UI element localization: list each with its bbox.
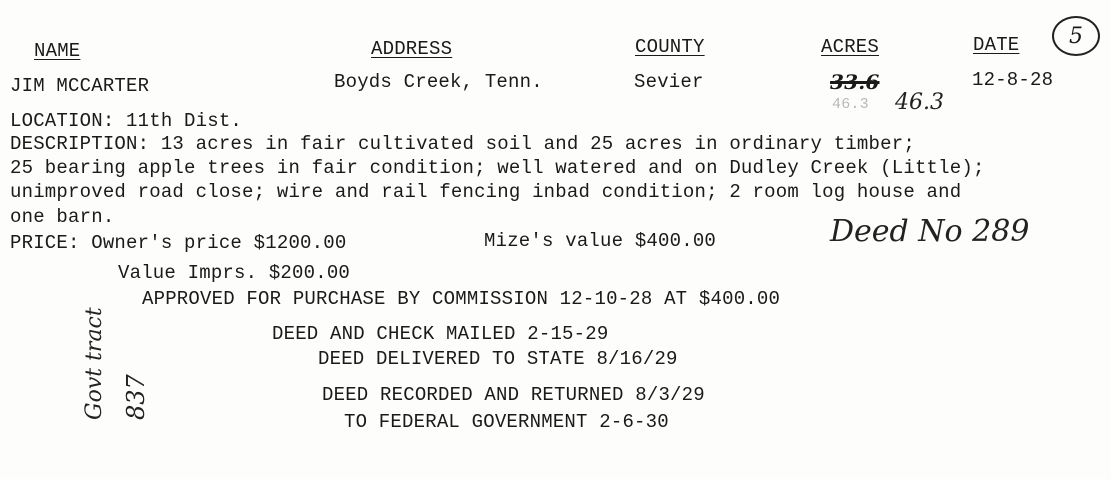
recorded-line: DEED RECORDED AND RETURNED 8/3/29	[322, 384, 705, 406]
acres-faint-value: 46.3	[832, 96, 869, 113]
value-improvements: Value Imprs. $200.00	[118, 262, 351, 284]
acres-header: ACRES	[821, 36, 880, 58]
delivered-line: DEED DELIVERED TO STATE 8/16/29	[318, 348, 678, 370]
page-number-circle: 5	[1052, 16, 1100, 56]
federal-line: TO FEDERAL GOVERNMENT 2-6-30	[344, 411, 669, 433]
name-header: NAME	[34, 40, 81, 62]
county-value: Sevier	[634, 71, 704, 93]
date-header: DATE	[973, 34, 1020, 56]
county-header: COUNTY	[635, 36, 705, 58]
acres-struck-value: 33.6	[830, 70, 880, 94]
mize-value: Mize's value $400.00	[484, 230, 717, 252]
description-line: DESCRIPTION: 13 acres in fair cultivated soil and 25 acres in ordinary timber;	[10, 133, 915, 155]
location-line: LOCATION: 11th Dist.	[10, 110, 243, 132]
deed-number-handwritten: Deed No 289	[830, 214, 1030, 249]
date-value: 12-8-28	[972, 69, 1054, 91]
description-line: unimproved road close; wire and rail fencing inbad condition; 2 room log house and	[10, 181, 962, 203]
gov-tract-number-handwritten: 837	[122, 374, 150, 420]
owner-price: PRICE: Owner's price $1200.00	[10, 232, 347, 254]
description-line: one barn.	[10, 206, 115, 228]
gov-tract-handwritten: Govt tract	[82, 307, 107, 420]
mailed-line: DEED AND CHECK MAILED 2-15-29	[272, 323, 609, 345]
description-line: 25 bearing apple trees in fair condition; well watered and on Dudley Creek (Little);	[10, 157, 985, 179]
owner-address: Boyds Creek, Tenn.	[334, 71, 543, 93]
address-header: ADDRESS	[371, 38, 453, 60]
owner-name: JIM MCCARTER	[10, 75, 150, 97]
approved-line: APPROVED FOR PURCHASE BY COMMISSION 12-10-28 AT $400.00	[142, 288, 781, 310]
acres-handwritten-value: 46.3	[895, 90, 944, 115]
